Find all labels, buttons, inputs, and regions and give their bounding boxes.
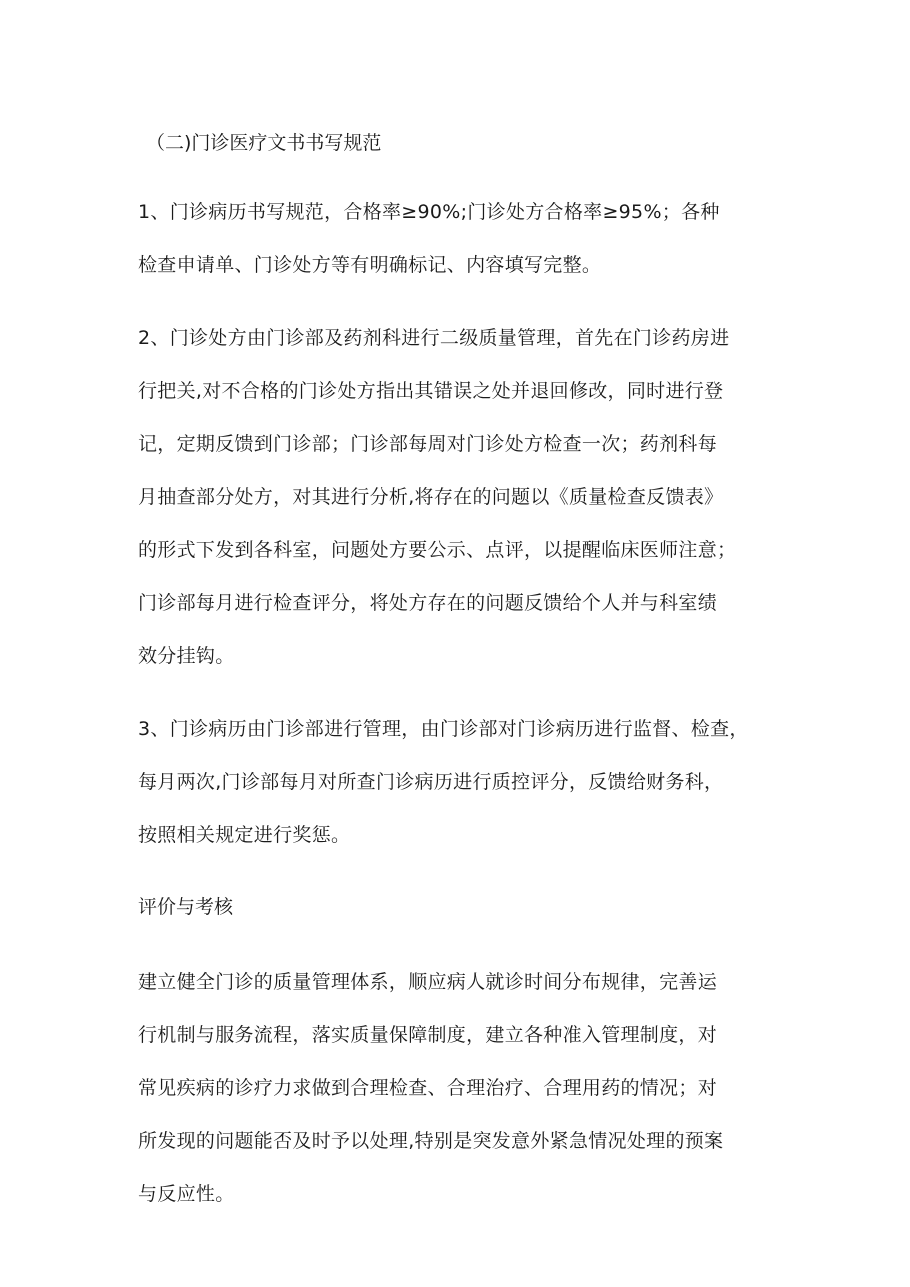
evaluation-heading: 评价与考核 [138, 896, 234, 918]
paragraph-line: 按照相关规定进行奖惩。 [138, 824, 351, 846]
paragraph-line: 检查申请单、门诊处方等有明确标记、内容填写完整。 [138, 254, 602, 276]
paragraph-line: 1、门诊病历书写规范，合格率≥90%;门诊处方合格率≥95%；各种 [138, 201, 720, 223]
paragraph-line: 的形式下发到各科室，问题处方要公示、点评，以提醒临床医师注意； [138, 539, 737, 561]
paragraph-line: 建立健全门诊的质量管理体系，顺应病人就诊时间分布规律，完善运 [138, 971, 718, 993]
paragraph-line: 行把关,对不合格的门诊处方指出其错误之处并退回修改，同时进行登 [138, 380, 724, 402]
paragraph-2 [138, 312, 778, 683]
paragraph-line: 所发现的问题能否及时予以处理,特别是突发意外紧急情况处理的预案 [138, 1130, 724, 1152]
paragraph-line: 效分挂钩。 [138, 645, 235, 667]
paragraph-line: 常见疾病的诊疗力求做到合理检查、合理治疗、合理用药的情况；对 [138, 1077, 718, 1099]
document-body [138, 124, 778, 1241]
paragraph-line: 2、门诊处方由门诊部及药剂科进行二级质量管理，首先在门诊药房进 [138, 327, 730, 349]
paragraph-line: 3、门诊病历由门诊部进行管理，由门诊部对门诊病历进行监督、检查， [138, 718, 749, 740]
paragraph-line: 行机制与服务流程，落实质量保障制度，建立各种准入管理制度，对 [138, 1024, 718, 1046]
section-title [138, 124, 778, 162]
section-title-text: （二)门诊医疗文书书写规范 [146, 132, 382, 154]
paragraph-3 [138, 703, 778, 862]
paragraph-line: 与反应性。 [138, 1183, 235, 1205]
paragraph-line: 门诊部每月进行检查评分，将处方存在的问题反馈给个人并与科室绩 [138, 592, 718, 614]
paragraph-1 [138, 186, 778, 292]
paragraph-line: 月抽查部分处方，对其进行分析,将存在的问题以《质量检查反馈表》 [138, 486, 724, 508]
evaluation-paragraph [138, 956, 778, 1221]
paragraph-line: 记，定期反馈到门诊部；门诊部每周对门诊处方检查一次；药剂科每 [138, 433, 718, 455]
paragraph-line: 每月两次,门诊部每月对所查门诊病历进行质控评分，反馈给财务科， [138, 771, 724, 793]
